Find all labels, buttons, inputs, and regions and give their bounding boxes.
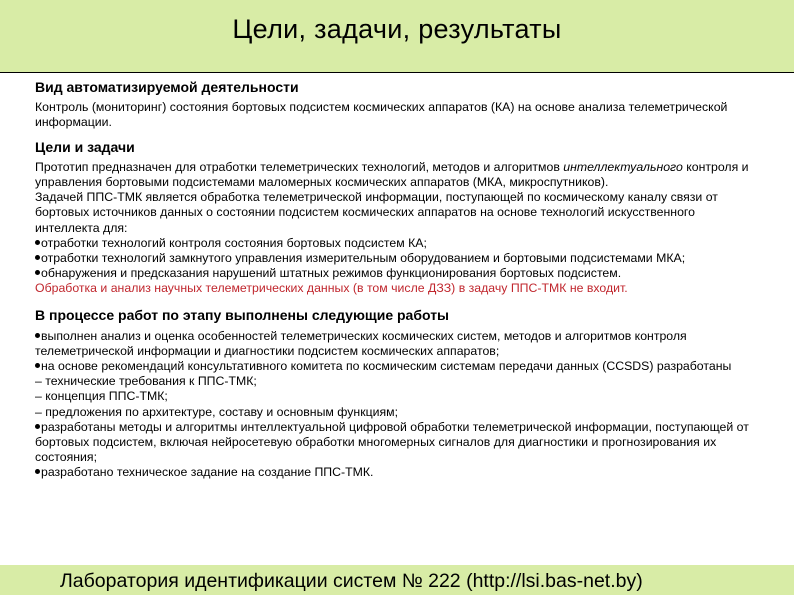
results-bullet (35, 420, 760, 465)
goals-bullet-text: отработки технологий контроля состояния бортовых подсистем КА; (41, 235, 427, 250)
bullet-dot-icon (35, 255, 40, 260)
goals-intro-start: Прототип предназначен для отработки телеметрических технологий, методов и алгоритмов (35, 160, 564, 175)
goals-note: Обработка и анализ научных телеметрических данных (в том числе ДЗЗ) в задачу ППС-ТМК не входит. (35, 280, 628, 295)
results-bullet-text: разработано техническое задание на создание ППС-ТМК. (41, 464, 374, 479)
bullet-dot-icon (35, 363, 40, 368)
bullet-dot-icon (35, 333, 40, 338)
results-bullet (35, 359, 760, 374)
results-bullet-text: выполнен анализ и оценка особенностей телеметрических космических систем, методов и алгоритмов контроля телеметрической информации и диагностики подсистем космических аппаратов; (35, 329, 687, 359)
goals-bullet-text: отработки технологий замкнутого управления измерительным оборудованием и бортовыми подсистемами МКА; (41, 250, 686, 265)
goals-intro-end: контроля и управления бортовыми подсистемами маломерных космических аппаратов (МКА, микроспутников). (35, 160, 749, 190)
results-subline: – концепция ППС-ТМК; (35, 389, 168, 404)
title-divider (0, 72, 794, 73)
results-subline: – предложения по архитектуре, составу и основным функциям; (35, 404, 399, 419)
goals-intro-italic: интеллектуального (563, 160, 683, 175)
results-bullet-text: разработаны методы и алгоритмы интеллектуальной цифровой обработки телеметрической информации, поступающей от бортовых подсистем, включая нейросетевую обработки многомерных сигналов для диагностики и прогнозирования их состояния; (35, 419, 749, 464)
bullet-dot-icon (35, 424, 40, 429)
bullet-dot-icon (35, 240, 40, 245)
bullet-dot-icon (35, 469, 40, 474)
results-bullet (35, 329, 760, 359)
bullet-dot-icon (35, 270, 40, 275)
goals-task: Задачей ППС-ТМК является обработка телеметрической информации, поступающей по космическому каналу связи от бортовых источников данных о состоянии подсистем космических аппаратов на основе технологий искусственного интеллекта для: (35, 190, 718, 235)
slide-title: Цели, задачи, результаты (232, 14, 562, 44)
results-bullet (35, 465, 760, 480)
goals-bullet (35, 251, 760, 266)
section-heading-results: В процессе работ по этапу выполнены следующие работы (35, 307, 450, 324)
results-bullet-text: на основе рекомендаций консультативного комитета по космическим системам передачи данных (CCSDS) разработаны (41, 359, 732, 374)
slide-body (35, 78, 760, 480)
activity-text: Контроль (мониторинг) состояния бортовых подсистем космических аппаратов (КА) на основе анализа телеметрической информации. (35, 100, 728, 130)
goals-bullet (35, 266, 760, 281)
results-subline: – технические требования к ППС-ТМК; (35, 374, 257, 389)
footer-text: Лаборатория идентификации систем № 222 (http://lsi.bas-net.by) (60, 570, 643, 592)
goals-bullet (35, 236, 760, 251)
section-heading-goals: Цели и задачи (35, 139, 135, 156)
goals-intro (35, 160, 760, 190)
section-heading-activity: Вид автоматизируемой деятельности (35, 79, 299, 95)
goals-bullet-text: обнаружения и предсказания нарушений штатных режимов функционирования бортовых подсистем. (41, 265, 622, 280)
